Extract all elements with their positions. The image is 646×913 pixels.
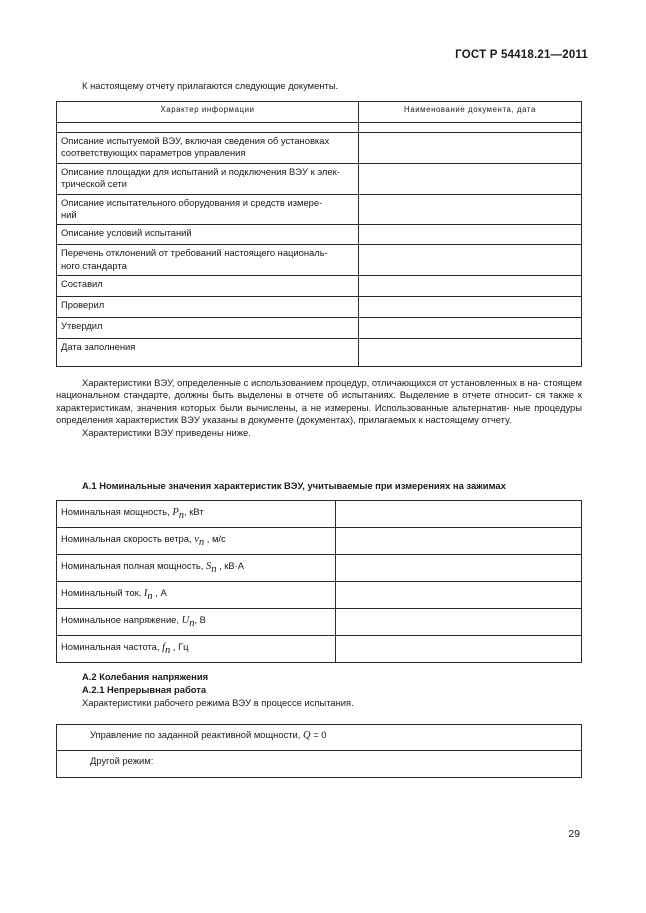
rating-label: Номинальный ток, $I_n$ , А: [57, 582, 336, 609]
cell-info: Описание испытательного оборудования и средств измере- ний: [57, 194, 359, 225]
table-header-row: [57, 102, 582, 123]
cell-info: Утвердил: [57, 318, 359, 339]
cell-document: [359, 297, 582, 318]
cell-document: [359, 225, 582, 245]
rating-value: [336, 636, 582, 663]
cell-document: [359, 194, 582, 225]
section-a2-title: А.2 Колебания напряжения: [82, 671, 209, 682]
table-row: [57, 725, 582, 751]
table-row: [57, 276, 582, 297]
cell-info: Перечень отклонений от требований настоящего националь- ного стандарта: [57, 245, 359, 276]
table-row: [57, 133, 582, 164]
rating-value: [336, 528, 582, 555]
rating-label: Номинальное напряжение, $U_n$, В: [57, 609, 336, 636]
section-a1-title: А.1 Номинальные значения характеристик ВЭУ, учитываемые при измерениях на зажимах: [82, 480, 506, 491]
documents-table: [56, 101, 582, 367]
mode-reactive-power: Управление по заданной реактивной мощности, Q = 0: [57, 725, 582, 751]
table-row: [57, 339, 582, 367]
rating-label: Номинальная мощность, $P_n$, кВт: [57, 501, 336, 528]
ratings-table: [56, 500, 582, 663]
table-row: [57, 245, 582, 276]
cell-document: [359, 318, 582, 339]
cell-info: Описание площадки для испытаний и подключения ВЭУ к элек- трической сети: [57, 163, 359, 194]
cell-document: [359, 163, 582, 194]
cell-info: Дата заполнения: [57, 339, 359, 367]
cell-info: Проверил: [57, 297, 359, 318]
rating-label: Номинальная полная мощность, $S_n$ , кВ·А: [57, 555, 336, 582]
table-row: [57, 318, 582, 339]
rating-value: [336, 609, 582, 636]
table-row: [57, 609, 582, 636]
table-row: [57, 582, 582, 609]
rating-label: Номинальная скорость ветра, $v_n$ , м/с: [57, 528, 336, 555]
paragraph-text: Характеристики ВЭУ, определенные с использованием процедур, отличающихся от установленных в на- стоящем национальном стандарте, должны быть выделены в отчете об испытаниях. Выделение в отчете относит- ся также к характеристикам, значения которых были вычислены, а не измерены. Использованные альтернатив- ные процедуры определения характеристик ВЭУ указаны в документе (документах), прилагаемых к настоящему отчету.: [56, 377, 583, 426]
section-a2-text: Характеристики рабочего режима ВЭУ в процессе испытания.: [82, 697, 354, 708]
spacer-row: [57, 123, 582, 133]
table-row: [57, 555, 582, 582]
rating-value: [336, 501, 582, 528]
table-row: [57, 225, 582, 245]
table-row: [57, 528, 582, 555]
mode-other: Другой режим:: [57, 751, 582, 778]
table-row: [57, 501, 582, 528]
section-a2-1-title: А.2.1 Непрерывная работа: [82, 684, 207, 695]
table-row: [57, 194, 582, 225]
operating-mode-table: [56, 724, 582, 778]
paragraph-text-second: Характеристики ВЭУ приведены ниже.: [82, 426, 251, 438]
rating-value: [336, 582, 582, 609]
cell-document: [359, 339, 582, 367]
cell-info: Описание условий испытаний: [57, 225, 359, 245]
rating-value: [336, 555, 582, 582]
table-row: [57, 636, 582, 663]
page-number: 29: [568, 828, 580, 840]
cell-info: Описание испытуемой ВЭУ, включая сведения об установках соответствующих параметров управления: [57, 133, 359, 164]
column-header-document: Наименование документа, дата: [359, 102, 582, 123]
cell-document: [359, 276, 582, 297]
cell-document: [359, 133, 582, 164]
standard-code: ГОСТ Р 54418.21—2011: [455, 49, 588, 61]
table-row: [57, 297, 582, 318]
cell-info: Составил: [57, 276, 359, 297]
cell-document: [359, 245, 582, 276]
column-header-info: Характер информации: [57, 102, 359, 123]
intro-text: К настоящему отчету прилагаются следующие документы.: [82, 80, 339, 91]
rating-label: Номинальная частота, $f_n$ , Гц: [57, 636, 336, 663]
table-row: [57, 163, 582, 194]
body-paragraph: [56, 377, 582, 439]
table-row: [57, 751, 582, 778]
